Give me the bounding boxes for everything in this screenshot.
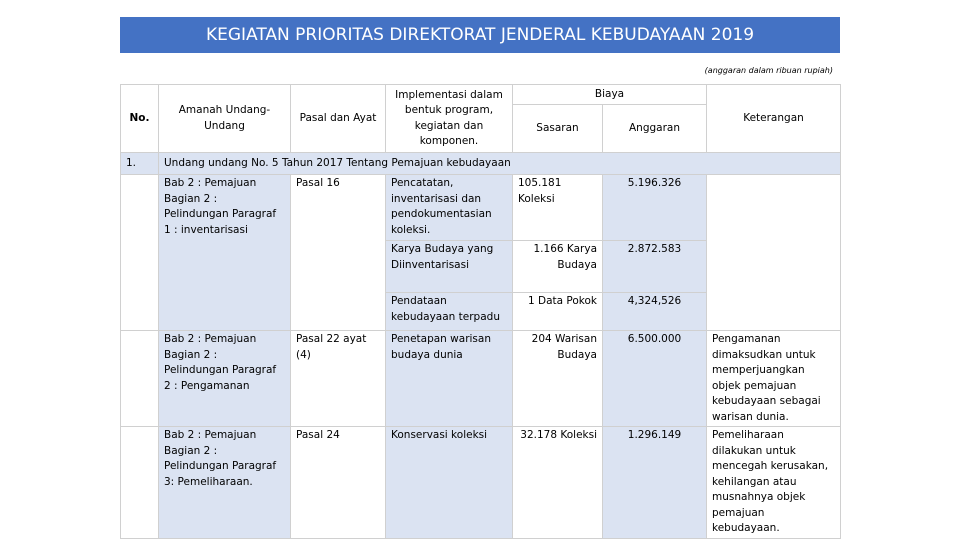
anggaran-cell: 2.872.583 (603, 241, 707, 293)
sasaran-cell: 32.178 Koleksi (513, 427, 603, 539)
row-number-cell (121, 427, 159, 539)
budget-unit-note: (anggaran dalam ribuan rupiah) (704, 66, 833, 75)
keterangan-cell (707, 175, 841, 331)
section-title: Undang undang No. 5 Tahun 2017 Tentang Pemajuan kebudayaan (159, 153, 841, 175)
pasal-cell: Pasal 16 (291, 175, 386, 331)
keterangan-cell: Pemeliharaan dilakukan untuk mencegah kerusakan, kehilangan atau musnahnya objek pemajuan kebudayaan. (707, 427, 841, 539)
pasal-cell: Pasal 24 (291, 427, 386, 539)
implementasi-cell: Pendataan kebudayaan terpadu (386, 293, 513, 331)
priority-table (120, 84, 841, 539)
sasaran-cell: 105.181 Koleksi (513, 175, 603, 241)
pasal-cell: Pasal 22 ayat (4) (291, 331, 386, 427)
header-anggaran: Anggaran (603, 105, 707, 153)
anggaran-cell: 6.500.000 (603, 331, 707, 427)
table-row (121, 175, 841, 241)
keterangan-cell: Pengamanan dimaksudkan untuk memperjuangkan objek pemajuan kebudayaan sebagai warisan dunia. (707, 331, 841, 427)
section-row (121, 153, 841, 175)
row-number-cell (121, 175, 159, 331)
implementasi-cell: Penetapan warisan budaya dunia (386, 331, 513, 427)
header-pasal: Pasal dan Ayat (291, 85, 386, 153)
sasaran-cell: 204 Warisan Budaya (513, 331, 603, 427)
header-amanah: Amanah Undang- Undang (159, 85, 291, 153)
header-sasaran: Sasaran (513, 105, 603, 153)
sasaran-cell: 1.166 Karya Budaya (513, 241, 603, 293)
implementasi-cell: Karya Budaya yang Diinventarisasi (386, 241, 513, 293)
amanah-cell: Bab 2 : Pemajuan Bagian 2 : Pelindungan Paragraf 2 : Pengamanan (159, 331, 291, 427)
amanah-cell: Bab 2 : Pemajuan Bagian 2 : Pelindungan Paragraf 1 : inventarisasi (159, 175, 291, 331)
amanah-cell: Bab 2 : Pemajuan Bagian 2 : Pelindungan Paragraf 3: Pemeliharaan. (159, 427, 291, 539)
implementasi-cell: Pencatatan, inventarisasi dan pendokumentasian koleksi. (386, 175, 513, 241)
sasaran-cell: 1 Data Pokok (513, 293, 603, 331)
section-number: 1. (121, 153, 159, 175)
table-row (121, 331, 841, 427)
anggaran-cell: 5.196.326 (603, 175, 707, 241)
header-keterangan: Keterangan (707, 85, 841, 153)
page-title: KEGIATAN PRIORITAS DIREKTORAT JENDERAL KEBUDAYAAN 2019 (120, 17, 840, 53)
header-no: No. (121, 85, 159, 153)
table-row (121, 427, 841, 539)
anggaran-cell: 4,324,526 (603, 293, 707, 331)
anggaran-cell: 1.296.149 (603, 427, 707, 539)
header-implementasi: Implementasi dalam bentuk program, kegiatan dan komponen. (386, 85, 513, 153)
row-number-cell (121, 331, 159, 427)
header-biaya: Biaya (513, 85, 707, 105)
implementasi-cell: Konservasi koleksi (386, 427, 513, 539)
